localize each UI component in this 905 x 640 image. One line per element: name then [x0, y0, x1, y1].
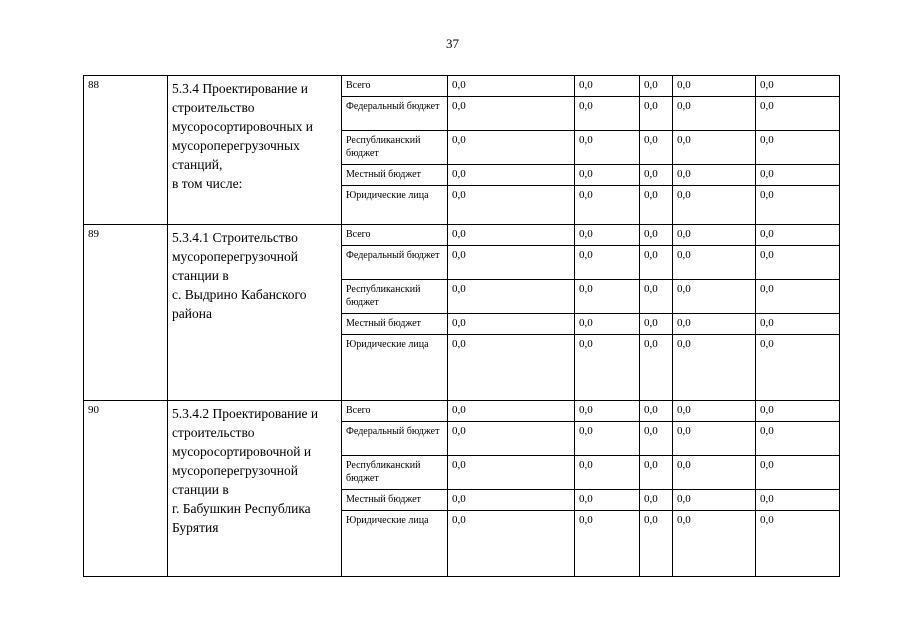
funding-value: 0,0	[575, 97, 640, 131]
funding-value: 0,0	[756, 490, 840, 511]
funding-value: 0,0	[640, 165, 673, 186]
funding-value: 0,0	[756, 97, 840, 131]
funding-source: Республиканский бюджет	[342, 280, 448, 314]
funding-value: 0,0	[640, 456, 673, 490]
funding-value: 0,0	[448, 511, 575, 577]
funding-value: 0,0	[575, 511, 640, 577]
funding-value: 0,0	[448, 456, 575, 490]
funding-value: 0,0	[756, 422, 840, 456]
funding-value: 0,0	[640, 97, 673, 131]
row-number: 89	[84, 225, 168, 401]
funding-value: 0,0	[640, 335, 673, 401]
funding-source: Федеральный бюджет	[342, 422, 448, 456]
funding-value: 0,0	[448, 335, 575, 401]
funding-source: Федеральный бюджет	[342, 246, 448, 280]
funding-value: 0,0	[640, 401, 673, 422]
funding-value: 0,0	[448, 225, 575, 246]
funding-value: 0,0	[575, 280, 640, 314]
funding-value: 0,0	[640, 422, 673, 456]
funding-value: 0,0	[756, 131, 840, 165]
funding-source: Республиканский бюджет	[342, 456, 448, 490]
funding-value: 0,0	[575, 456, 640, 490]
table-row	[84, 76, 840, 97]
funding-value: 0,0	[673, 314, 756, 335]
row-number: 90	[84, 401, 168, 577]
funding-value: 0,0	[640, 186, 673, 225]
funding-value: 0,0	[575, 314, 640, 335]
funding-value: 0,0	[673, 97, 756, 131]
funding-value: 0,0	[673, 280, 756, 314]
budget-table	[83, 75, 840, 577]
funding-value: 0,0	[756, 401, 840, 422]
funding-value: 0,0	[673, 225, 756, 246]
funding-value: 0,0	[575, 246, 640, 280]
funding-value: 0,0	[756, 165, 840, 186]
funding-value: 0,0	[673, 165, 756, 186]
funding-value: 0,0	[756, 246, 840, 280]
funding-value: 0,0	[575, 131, 640, 165]
table-row	[84, 225, 840, 246]
funding-value: 0,0	[673, 490, 756, 511]
funding-source: Республиканский бюджет	[342, 131, 448, 165]
funding-value: 0,0	[756, 76, 840, 97]
funding-value: 0,0	[673, 131, 756, 165]
funding-value: 0,0	[575, 422, 640, 456]
funding-value: 0,0	[640, 490, 673, 511]
funding-value: 0,0	[756, 511, 840, 577]
funding-value: 0,0	[448, 131, 575, 165]
funding-source: Юридические лица	[342, 511, 448, 577]
funding-value: 0,0	[575, 401, 640, 422]
funding-value: 0,0	[575, 165, 640, 186]
funding-value: 0,0	[575, 186, 640, 225]
table-row	[84, 401, 840, 422]
funding-value: 0,0	[448, 97, 575, 131]
funding-value: 0,0	[448, 280, 575, 314]
funding-value: 0,0	[756, 314, 840, 335]
measure-title: 5.3.4.2 Проектирование и строительство мусоросортировочной и мусороперегрузочной станции в г. Бабушкин Республика Бурятия	[168, 401, 342, 577]
funding-value: 0,0	[640, 511, 673, 577]
row-number: 88	[84, 76, 168, 225]
measure-title: 5.3.4 Проектирование и строительство мусоросортировочных и мусороперегрузочных станций, в том числе:	[168, 76, 342, 225]
funding-value: 0,0	[673, 401, 756, 422]
funding-value: 0,0	[673, 76, 756, 97]
funding-value: 0,0	[448, 76, 575, 97]
funding-source: Юридические лица	[342, 335, 448, 401]
funding-value: 0,0	[756, 456, 840, 490]
funding-value: 0,0	[756, 280, 840, 314]
funding-value: 0,0	[448, 401, 575, 422]
funding-value: 0,0	[640, 225, 673, 246]
funding-value: 0,0	[448, 165, 575, 186]
funding-value: 0,0	[640, 314, 673, 335]
funding-value: 0,0	[575, 335, 640, 401]
funding-value: 0,0	[640, 76, 673, 97]
funding-source: Всего	[342, 401, 448, 422]
funding-source: Всего	[342, 76, 448, 97]
page-number: 37	[446, 36, 459, 51]
funding-value: 0,0	[756, 335, 840, 401]
funding-value: 0,0	[640, 280, 673, 314]
funding-value: 0,0	[575, 490, 640, 511]
funding-value: 0,0	[673, 511, 756, 577]
funding-value: 0,0	[756, 225, 840, 246]
funding-value: 0,0	[448, 246, 575, 280]
funding-value: 0,0	[673, 246, 756, 280]
funding-value: 0,0	[575, 225, 640, 246]
funding-value: 0,0	[673, 186, 756, 225]
funding-value: 0,0	[756, 186, 840, 225]
funding-value: 0,0	[640, 131, 673, 165]
funding-value: 0,0	[673, 335, 756, 401]
funding-source: Федеральный бюджет	[342, 97, 448, 131]
measure-title: 5.3.4.1 Строительство мусороперегрузочной станции в с. Выдрино Кабанского района	[168, 225, 342, 401]
funding-value: 0,0	[448, 422, 575, 456]
funding-value: 0,0	[575, 76, 640, 97]
funding-value: 0,0	[448, 314, 575, 335]
funding-source: Местный бюджет	[342, 490, 448, 511]
funding-value: 0,0	[673, 422, 756, 456]
funding-source: Всего	[342, 225, 448, 246]
funding-value: 0,0	[448, 490, 575, 511]
funding-value: 0,0	[640, 246, 673, 280]
funding-source: Местный бюджет	[342, 165, 448, 186]
funding-source: Юридические лица	[342, 186, 448, 225]
funding-value: 0,0	[448, 186, 575, 225]
funding-source: Местный бюджет	[342, 314, 448, 335]
funding-value: 0,0	[673, 456, 756, 490]
